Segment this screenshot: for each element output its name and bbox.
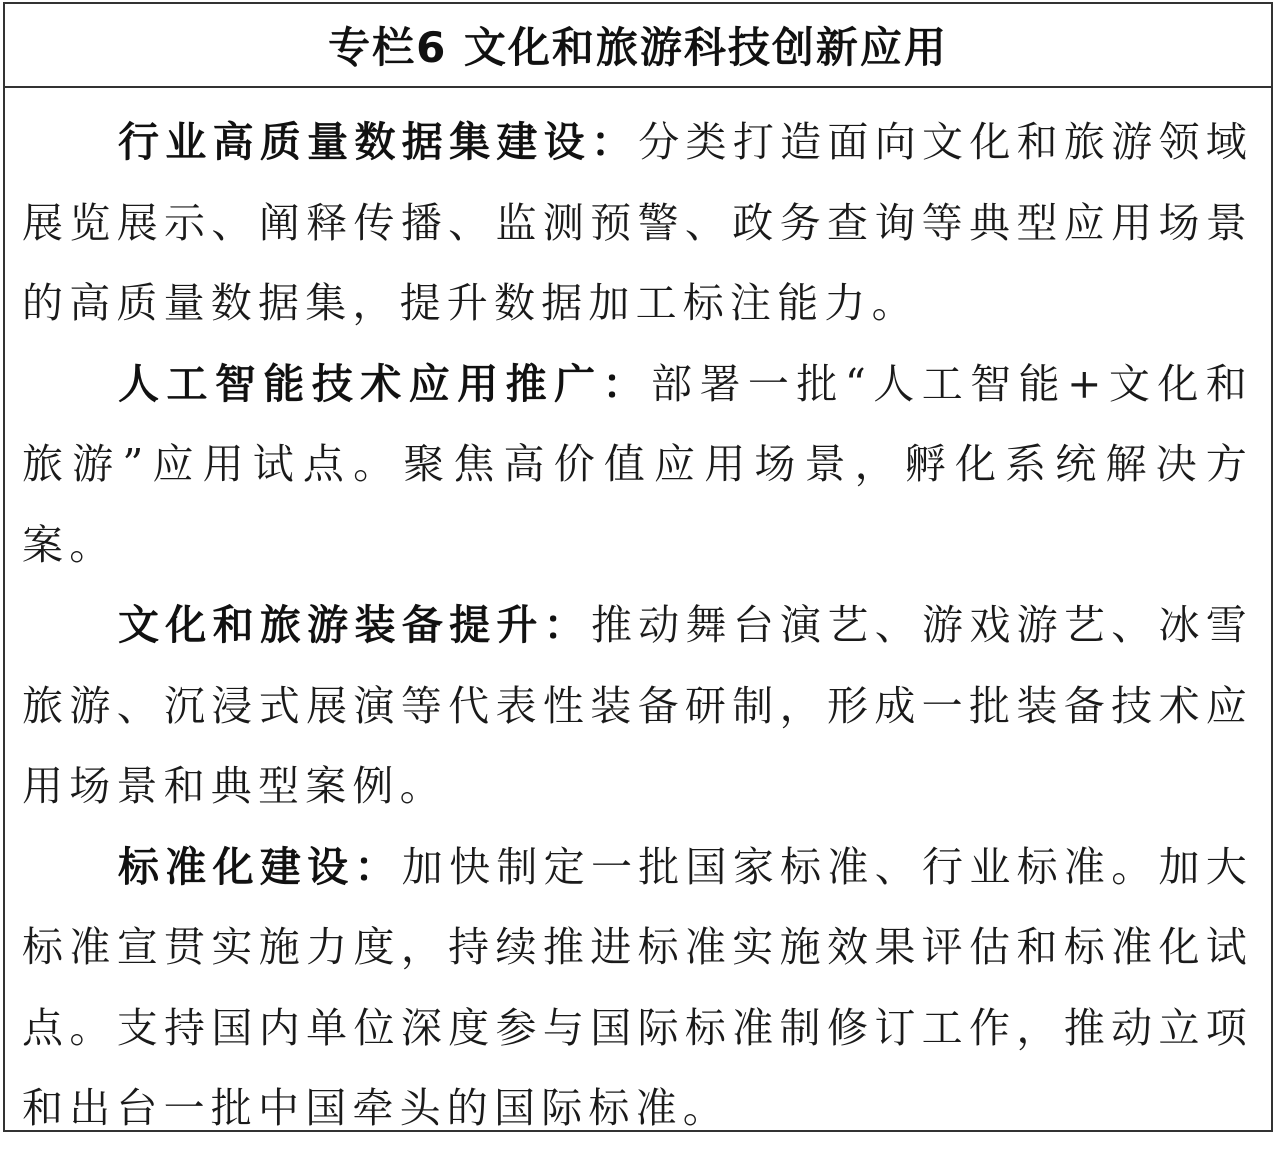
paragraph-heading: 行业高质量数据集建设： [118, 118, 639, 166]
column-title: 专栏6 文化和旅游科技创新应用 [328, 23, 948, 72]
paragraph-equipment-upgrade [22, 585, 1253, 827]
column-body [5, 88, 1271, 1149]
paragraph-standardization [22, 827, 1253, 1149]
paragraph-heading: 标准化建设： [118, 842, 402, 891]
paragraph-text: 分类打造面向文化和旅游领域展览展示、阐释传播、监测预警、政务查询等典型应用场景的高质量数据集，提升数据加工标注能力。 [22, 118, 1253, 327]
paragraph-dataset-construction [22, 102, 1253, 344]
title-bar [5, 4, 1271, 88]
paragraph-text: 部署一批“人工智能+文化和旅游”应用试点。聚焦高价值应用场景，孵化系统解决方案。 [22, 359, 1253, 569]
paragraph-text: 加快制定一批国家标准、行业标准。加大标准宣贯实施力度，持续推进标准实施效果评估和标准化试点。支持国内单位深度参与国际标准制修订工作，推动立项和出台一批中国牵头的国际标准。 [22, 842, 1253, 1132]
paragraph-heading: 文化和旅游装备提升： [118, 601, 591, 649]
column-box [3, 2, 1273, 1132]
paragraph-text: 推动舞台演艺、游戏游艺、冰雪旅游、沉浸式展演等代表性装备研制，形成一批装备技术应用场景和典型案例。 [22, 601, 1253, 810]
paragraph-ai-application [22, 344, 1253, 586]
paragraph-heading: 人工智能技术应用推广： [118, 359, 652, 408]
